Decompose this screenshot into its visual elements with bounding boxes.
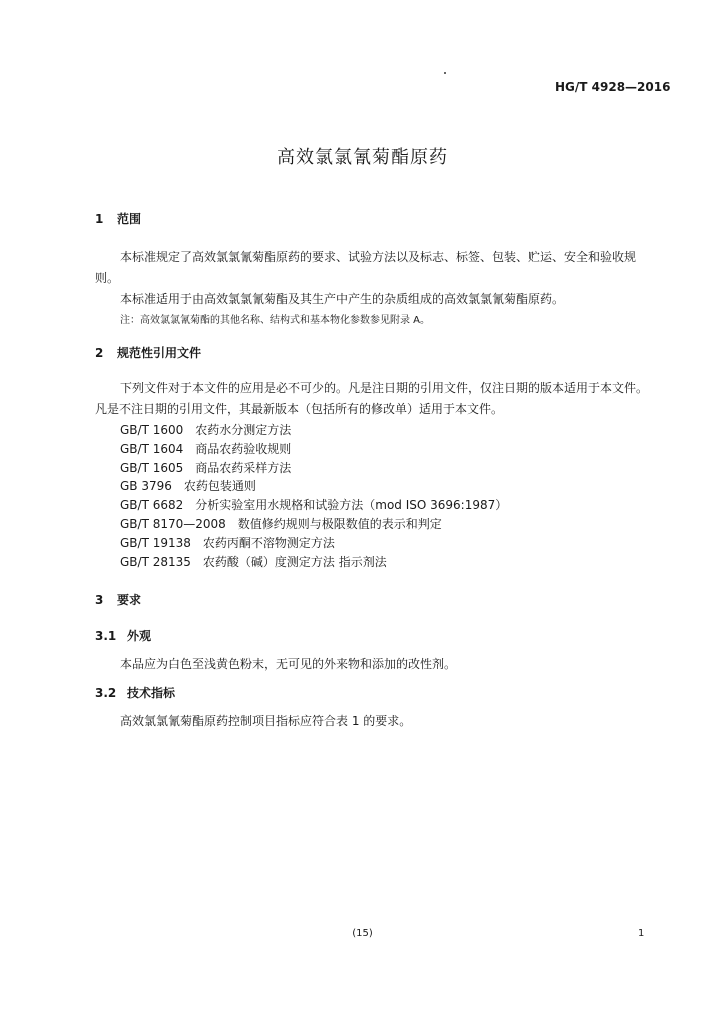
reference-code: GB/T 28135 [120, 555, 191, 569]
reference-title: 数值修约规则与极限数值的表示和判定 [237, 517, 442, 531]
reference-item [120, 496, 507, 513]
subsection-3-1-heading [95, 627, 151, 644]
section-2-heading [95, 344, 201, 361]
section-number: 2 [95, 346, 104, 360]
page-number-right: 1 [638, 928, 645, 939]
subsection-number: 3.2 [95, 686, 117, 700]
appearance-text: 本品应为白色至浅黄色粉末，无可见的外来物和添加的改性剂。 [120, 657, 457, 671]
reference-code: GB/T 1604 [120, 442, 184, 456]
subsection-3-2-heading [95, 684, 175, 701]
technical-text: 高效氯氯氰菊酯原药控制项目指标应符合表 1 的要求。 [120, 714, 412, 728]
reference-title: 分析实验室用水规格和试验方法（mod ISO 3696:1987） [195, 498, 508, 512]
reference-code: GB/T 1600 [120, 423, 184, 437]
reference-code: GB/T 6682 [120, 498, 184, 512]
reference-item [120, 421, 291, 438]
reference-item [120, 440, 291, 457]
scope-paragraph-1: 本标准规定了高效氯氯氰菊酯原药的要求、试验方法以及标志、标签、包装、贮运、安全和验收规则。 [95, 250, 637, 285]
section-number: 3 [95, 593, 104, 607]
reference-item [120, 515, 442, 532]
normative-intro: 下列文件对于本文件的应用是必不可少的。凡是注日期的引用文件，仅注日期的版本适用于本文件。凡是不注日期的引用文件，其最新版本（包括所有的修改单）适用于本文件。 [95, 381, 649, 416]
reference-item [120, 534, 335, 551]
reference-item [120, 553, 387, 570]
document-title: 高效氯氯氰菊酯原药 [277, 147, 448, 168]
scope-note: 注：高效氯氯氰菊酯的其他名称、结构式和基本物化参数参见附录 A。 [120, 315, 431, 326]
subsection-title: 外观 [127, 629, 152, 643]
standard-number: HG/T 4928—2016 [555, 80, 671, 94]
subsection-number: 3.1 [95, 629, 117, 643]
reference-code: GB 3796 [120, 479, 172, 493]
reference-code: GB/T 8170—2008 [120, 517, 226, 531]
reference-title: 商品农药验收规则 [195, 442, 292, 456]
subsection-title: 技术指标 [127, 686, 176, 700]
scope-paragraph-2: 本标准适用于由高效氯氯氰菊酯及其生产中产生的杂质组成的高效氯氯氰菊酯原药。 [120, 292, 565, 306]
reference-code: GB/T 1605 [120, 461, 184, 475]
section-title: 要求 [117, 593, 142, 607]
reference-item [120, 459, 291, 476]
section-title: 规范性引用文件 [117, 346, 202, 360]
reference-title: 农药水分测定方法 [195, 423, 292, 437]
reference-title: 农药包装通则 [183, 479, 256, 493]
reference-code: GB/T 19138 [120, 536, 191, 550]
reference-title: 农药丙酮不溶物测定方法 [202, 536, 335, 550]
scan-speck [444, 72, 446, 74]
reference-title: 商品农药采样方法 [195, 461, 292, 475]
section-number: 1 [95, 212, 104, 226]
reference-item [120, 477, 256, 494]
section-title: 范围 [117, 212, 142, 226]
page-number-center: (15) [352, 928, 373, 939]
section-1-heading [95, 210, 141, 227]
reference-title: 农药酸（碱）度测定方法 指示剂法 [202, 555, 387, 569]
section-3-heading [95, 591, 141, 608]
